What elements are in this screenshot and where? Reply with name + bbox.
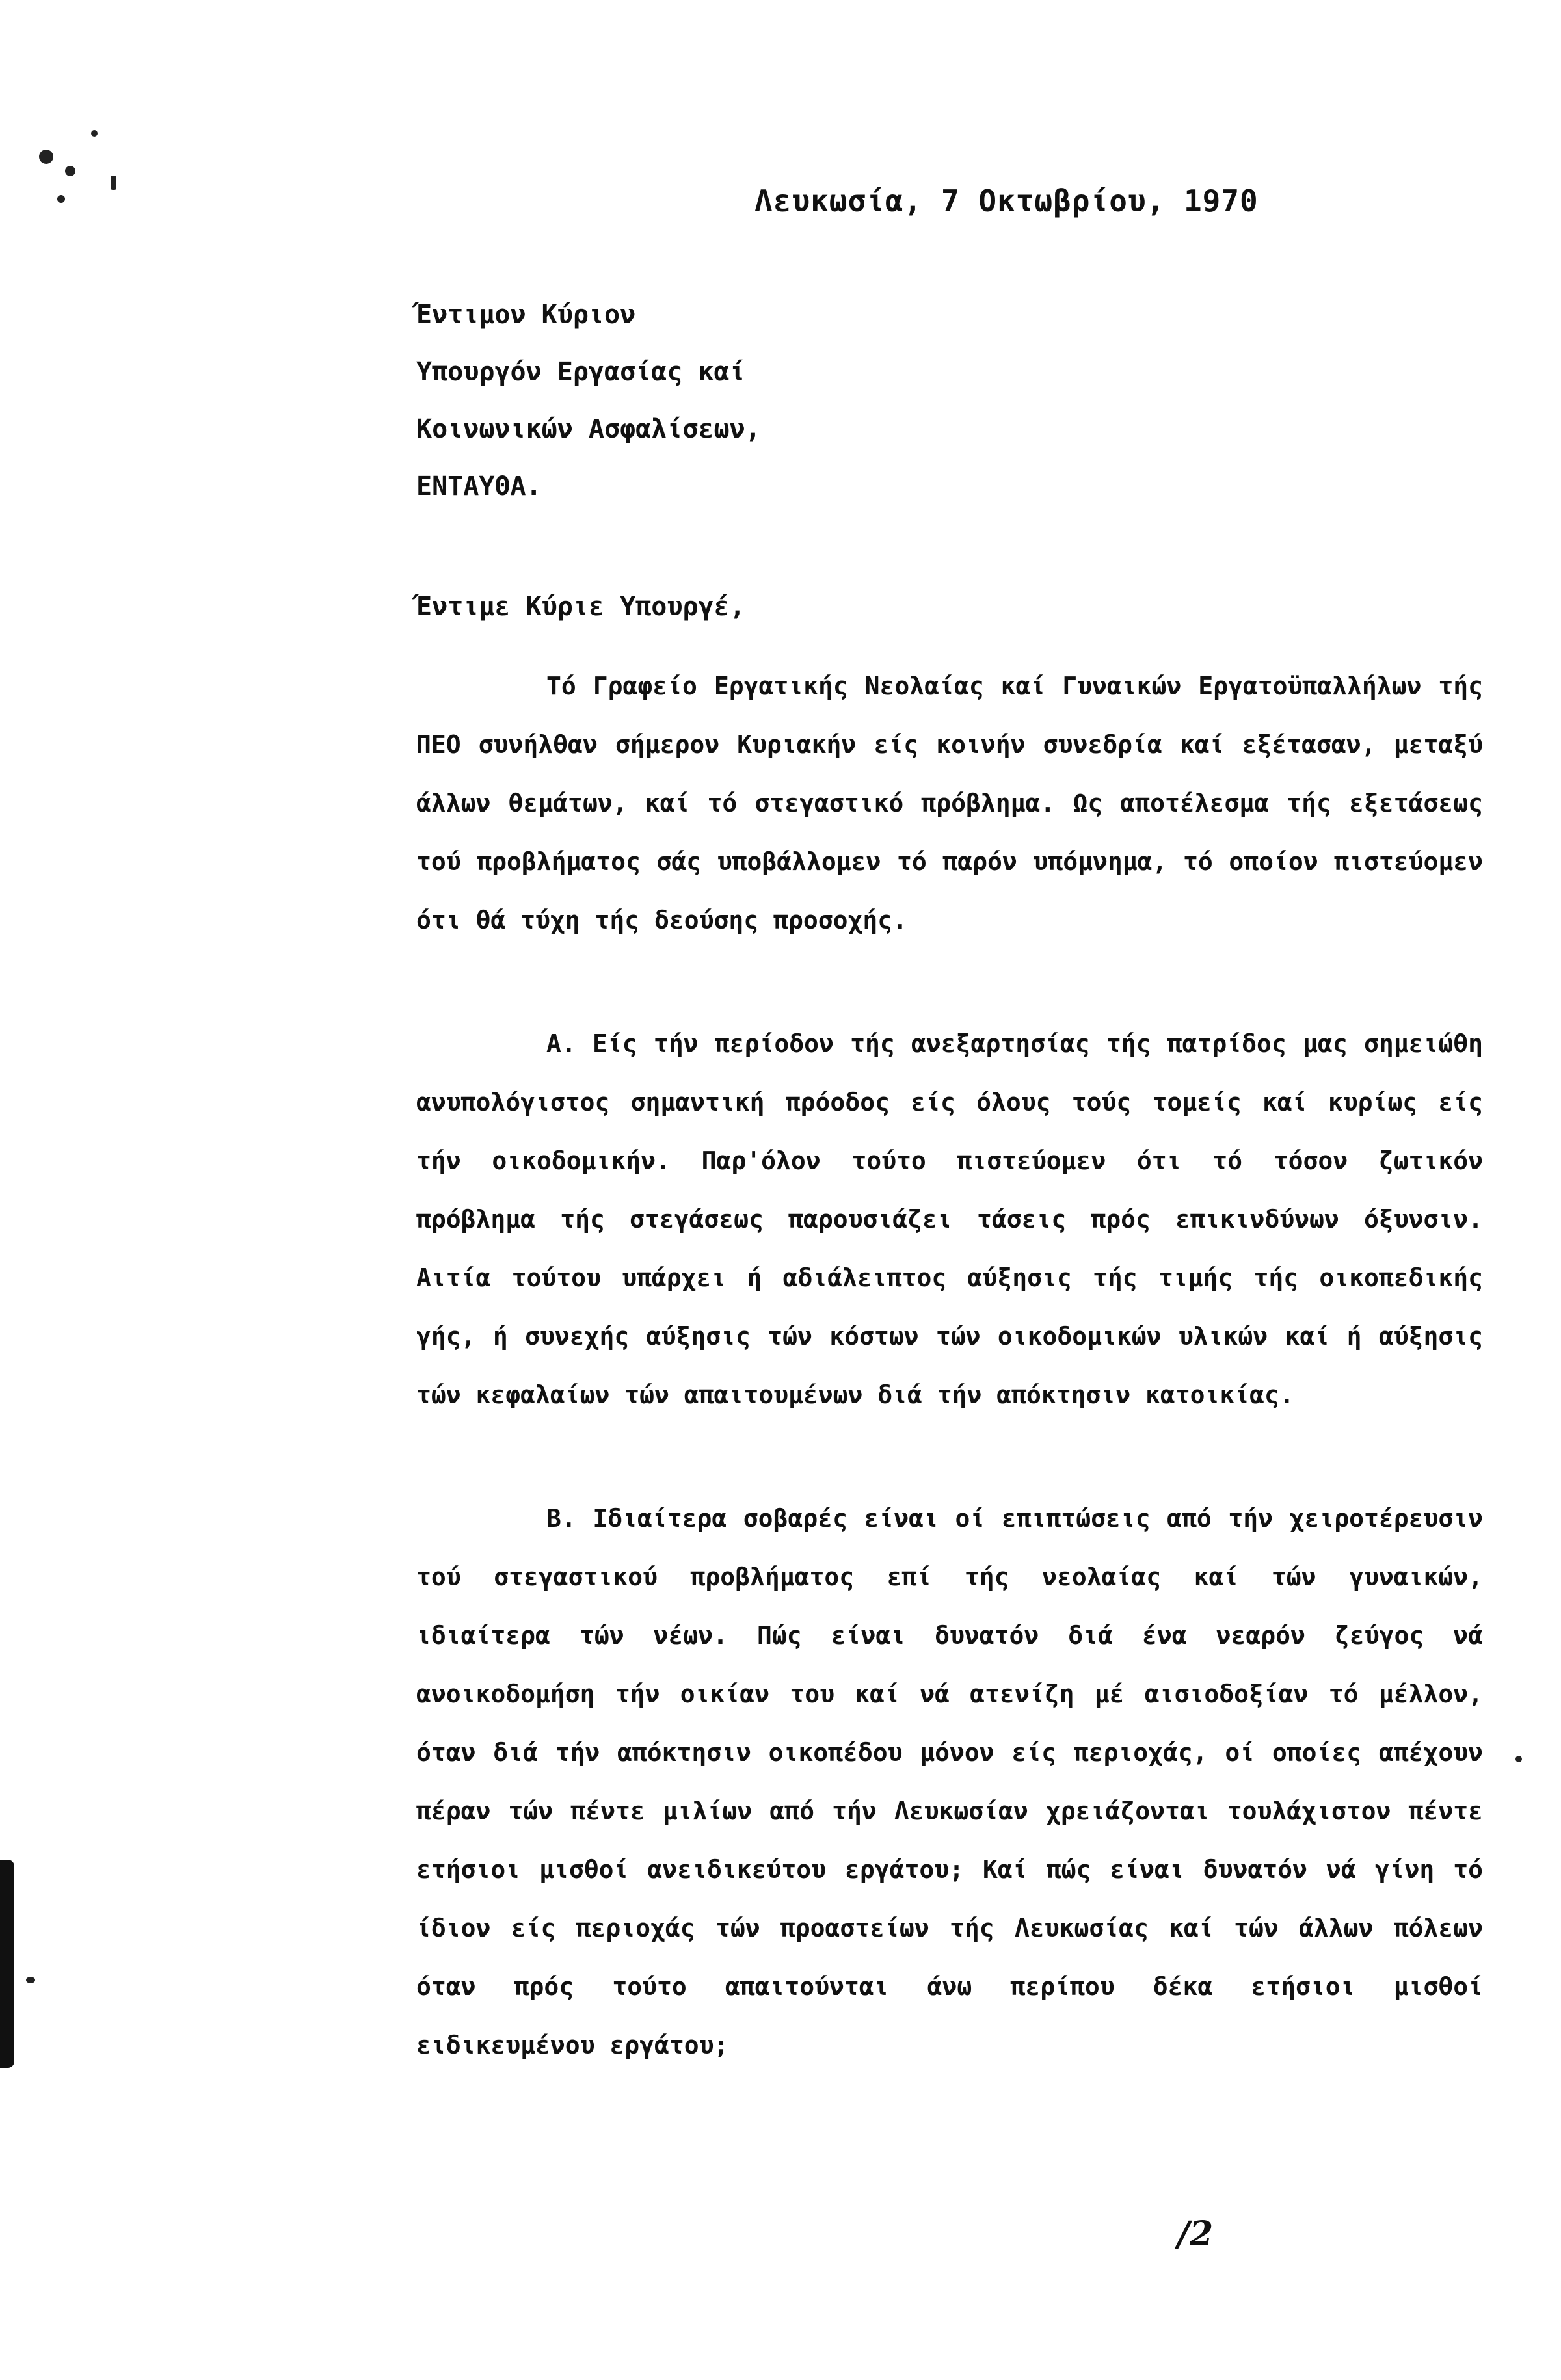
- scan-speck: [39, 150, 53, 164]
- letter-date: Λευκωσία, 7 Οκτωβρίου, 1970: [754, 183, 1259, 218]
- recipient-line: ΕΝΤΑΥΘΑ.: [416, 471, 542, 501]
- body-paragraph-b: [416, 1489, 1483, 2074]
- body-paragraph-intro: [416, 657, 1483, 949]
- page-continuation-mark: /2: [1177, 2214, 1214, 2254]
- salutation: Έντιμε Κύριε Υπουργέ,: [416, 592, 745, 622]
- scan-speck: [111, 176, 116, 190]
- recipient-address: [416, 286, 761, 515]
- recipient-line: Έντιμον Κύριον: [416, 300, 636, 330]
- recipient-line: Υπουργόν Εργασίας καί: [416, 357, 745, 387]
- scan-speck: [57, 195, 65, 203]
- paragraph-text: Β. Ιδιαίτερα σοβαρές είναι οί επιπτώσεις από τήν χειροτέρευσιν τού στεγαστικού προβλήματος επί τής νεολαίας καί τών γυναικών, ιδιαίτερα τών νέων. Πώς είναι δυνατόν διά ένα νεαρόν ζεύγος νά ανοικοδομήση τήν οικίαν του καί νά ατενίζη μέ αισιοδοξίαν τό μέλλον, όταν διά τήν απόκτησιν οικοπέδου μόνον είς περιοχάς, οί οποίες απέχουν πέραν τών πέντε μιλίων από τήν Λευκωσίαν χρειάζονται τουλάχιστον πέντε ετήσιοι μισθοί ανειδικεύτου εργάτου; Καί πώς είναι δυνατόν νά γίνη τό ίδιον είς περιοχάς τών προαστείων τής Λευκωσίας καί τών άλλων πόλεων όταν πρός τούτο απαιτούνται άνω περίπου δέκα ετήσιοι μισθοί ειδικευμένου εργάτου;: [416, 1504, 1483, 2059]
- scan-speck: [26, 1977, 35, 1983]
- recipient-line: Κοινωνικών Ασφαλίσεων,: [416, 414, 761, 444]
- body-paragraph-a: [416, 1014, 1483, 1424]
- scan-speck: [91, 130, 98, 137]
- binding-edge-shadow: [0, 1860, 14, 2068]
- scan-speck: [65, 166, 75, 176]
- paragraph-text: Α. Είς τήν περίοδον τής ανεξαρτησίας τής πατρίδος μας σημειώθη ανυπολόγιστος σημαντική πρόοδος είς όλους τούς τομείς καί κυρίως είς τήν οικοδομικήν. Παρ'όλον τούτο πιστεύομεν ότι τό τόσον ζωτικόν πρόβλημα τής στεγάσεως παρουσιάζει τάσεις πρός επικινδύνων όξυνσιν. Αιτία τούτου υπάρχει ή αδιάλειπτος αύξησις τής τιμής τής οικοπεδικής γής, ή συνεχής αύξησις τών κόστων τών οικοδομικών υλικών καί ή αύξησις τών κεφαλαίων τών απαιτουμένων διά τήν απόκτησιν κατοικίας.: [416, 1029, 1483, 1409]
- paragraph-text: Τό Γραφείο Εργατικής Νεολαίας καί Γυναικών Εργατοϋπαλλήλων τής ΠΕΟ συνήλθαν σήμερον Κυριακήν είς κοινήν συνεδρία καί εξέτασαν, μεταξύ άλλων θεμάτων, καί τό στεγαστικό πρόβλημα. Ως αποτέλεσμα τής εξετάσεως τού προβλήματος σάς υποβάλλομεν τό παρόν υπόμνημα, τό οποίον πιστεύομεν ότι θά τύχη τής δεούσης προσοχής.: [416, 672, 1483, 934]
- scan-speck: [1515, 1756, 1522, 1762]
